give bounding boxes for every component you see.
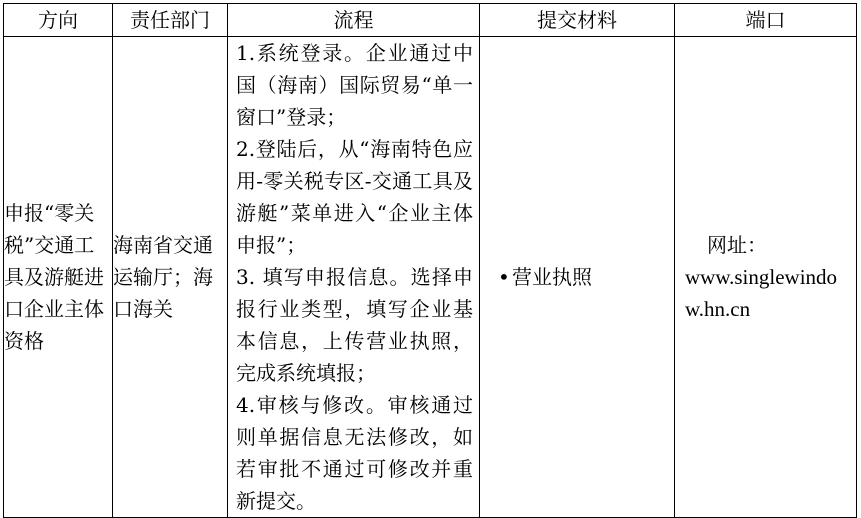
materials-cell xyxy=(480,37,675,518)
material-item: 营业执照 xyxy=(512,265,592,289)
port-label: 网址： xyxy=(707,233,767,257)
process-cell xyxy=(228,37,480,518)
process-step-3: 3. 填写申报信息。选择申报行业类型，填写企业基本信息，上传营业执照，完成系统填报； xyxy=(236,265,473,385)
process-table xyxy=(3,3,857,518)
process-step-2: 2.登陆后，从“海南特色应用-零关税专区-交通工具及游艇”菜单进入“企业主体申报”； xyxy=(236,137,473,257)
header-direction: 方向 xyxy=(4,4,113,37)
process-step-4: 4.审核与修改。审核通过则单据信息无法修改，如若审批不通过可修改并重新提交。 xyxy=(236,393,473,513)
port-cell xyxy=(675,37,857,518)
header-materials: 提交材料 xyxy=(480,4,675,37)
table-header-row xyxy=(4,4,857,37)
port-url-link[interactable]: www.singlewindow.hn.cn xyxy=(685,265,838,321)
table-row xyxy=(4,37,857,518)
header-department: 责任部门 xyxy=(113,4,228,37)
bullet-icon: • xyxy=(498,265,510,289)
header-port: 端口 xyxy=(675,4,857,37)
header-process: 流程 xyxy=(228,4,480,37)
process-step-1: 1.系统登录。企业通过中国（海南）国际贸易“单一窗口”登录； xyxy=(236,41,473,129)
direction-cell: 申报“零关税”交通工具及游艇进口企业主体资格 xyxy=(4,37,113,518)
department-cell: 海南省交通运输厅；海口海关 xyxy=(113,37,228,518)
